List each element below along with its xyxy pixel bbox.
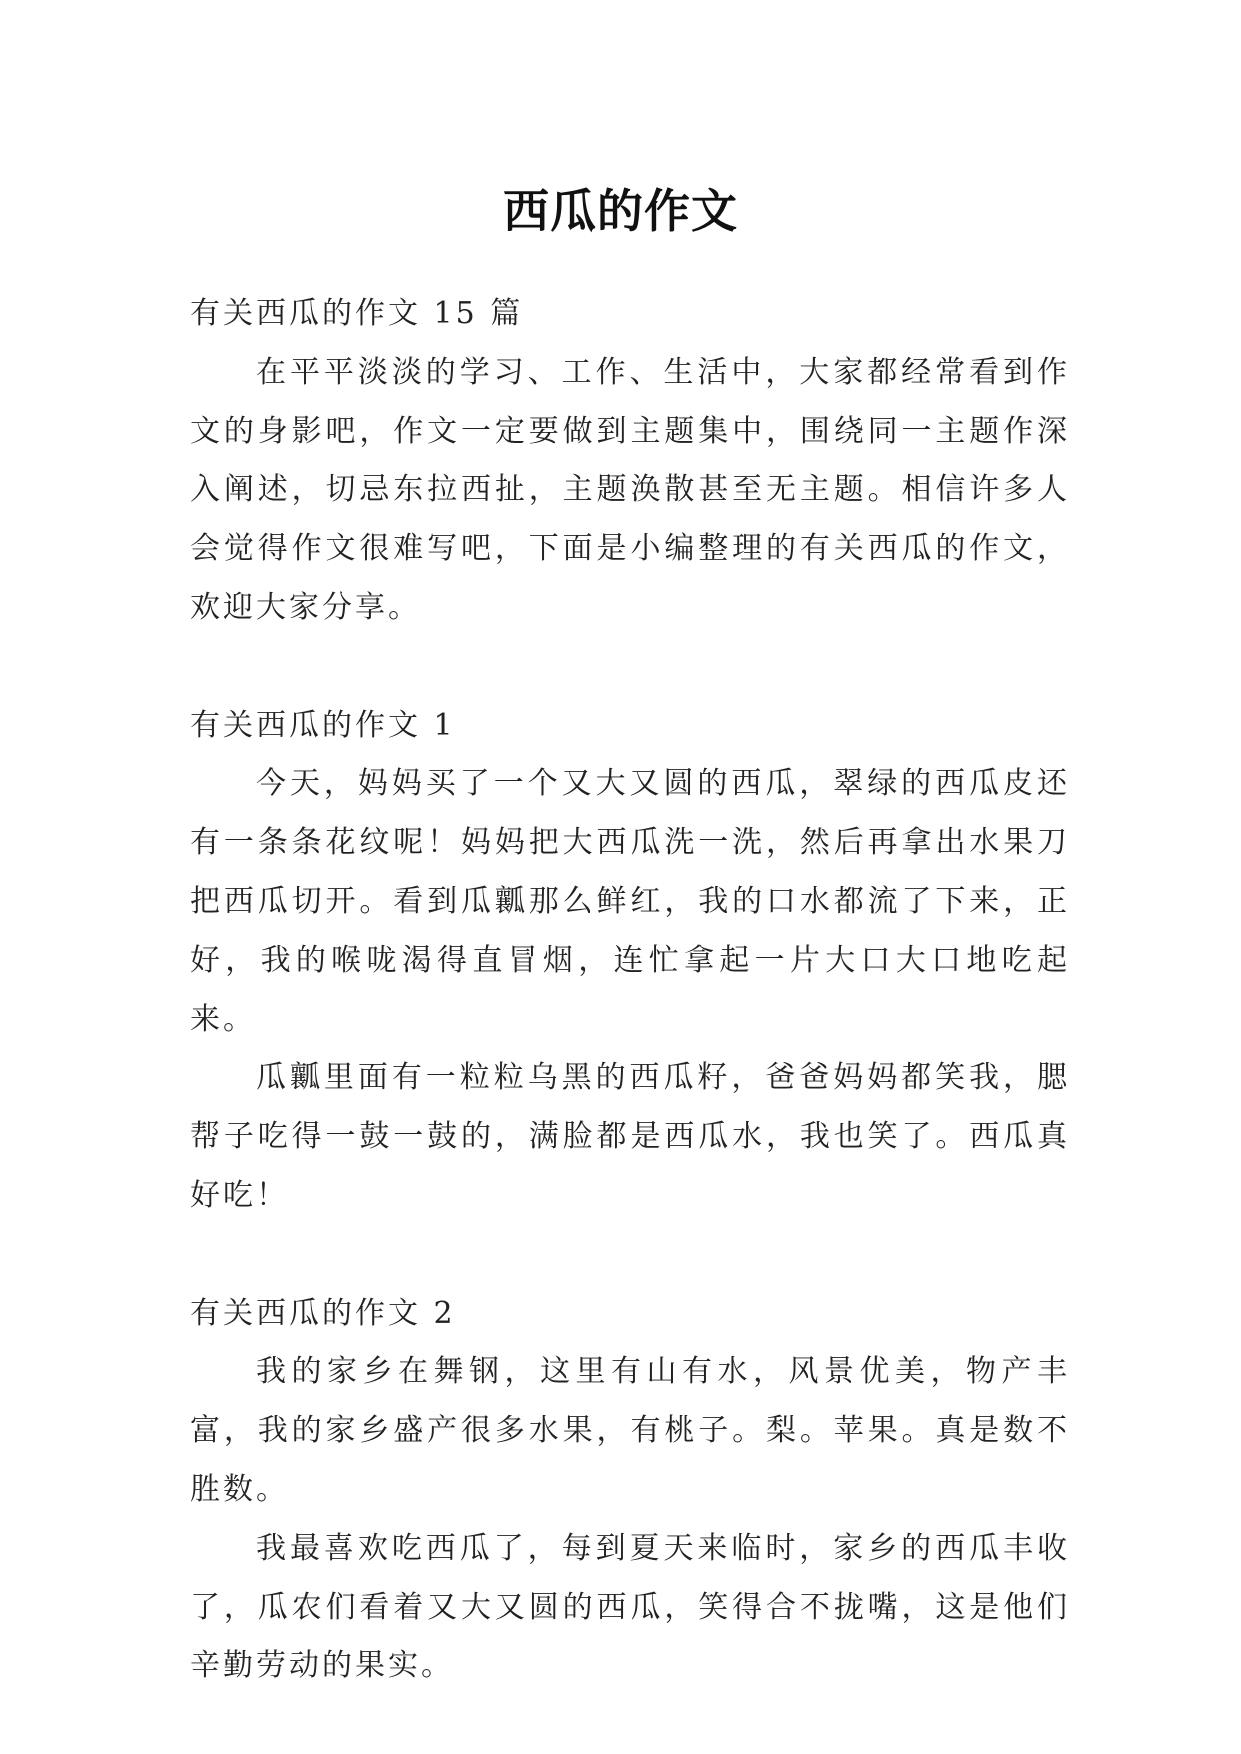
section-essay-1 bbox=[190, 697, 1070, 1226]
section-intro bbox=[190, 285, 1070, 638]
section-spacer bbox=[190, 1226, 1070, 1285]
section-heading: 有关西瓜的作文 15 篇 bbox=[190, 296, 524, 331]
section-spacer bbox=[190, 638, 1070, 697]
paragraph: 今天，妈妈买了一个又大又圆的西瓜，翠绿的西瓜皮还有一条条花纹呢！妈妈把大西瓜洗一洗，然后再拿出水果刀把西瓜切开。看到瓜瓤那么鲜红，我的口水都流了下来，正好，我的喉咙渴得直冒烟，连忙拿起一片大口大口地吃起来。 bbox=[190, 766, 1070, 1037]
document-title: 西瓜的作文 bbox=[503, 183, 738, 238]
paragraph: 我的家乡在舞钢，这里有山有水，风景优美，物产丰富，我的家乡盛产很多水果，有桃子。梨。苹果。真是数不胜数。 bbox=[190, 1354, 1070, 1507]
paragraph: 在平平淡淡的学习、工作、生活中，大家都经常看到作文的身影吧，作文一定要做到主题集中，围绕同一主题作深入阐述，切忌东拉西扯，主题涣散甚至无主题。相信许多人会觉得作文很难写吧，下面是小编整理的有关西瓜的作文，欢迎大家分享。 bbox=[190, 354, 1070, 625]
document-body bbox=[190, 285, 1070, 1696]
section-essay-2 bbox=[190, 1285, 1070, 1697]
section-heading: 有关西瓜的作文 1 bbox=[190, 707, 456, 743]
section-heading: 有关西瓜的作文 2 bbox=[190, 1295, 456, 1331]
paragraph: 瓜瓤里面有一粒粒乌黑的西瓜籽，爸爸妈妈都笑我，腮帮子吃得一鼓一鼓的，满脸都是西瓜水，我也笑了。西瓜真好吃！ bbox=[190, 1060, 1070, 1213]
paragraph: 我最喜欢吃西瓜了，每到夏天来临时，家乡的西瓜丰收了，瓜农们看着又大又圆的西瓜，笑得合不拢嘴，这是他们辛勤劳动的果实。 bbox=[190, 1530, 1070, 1684]
